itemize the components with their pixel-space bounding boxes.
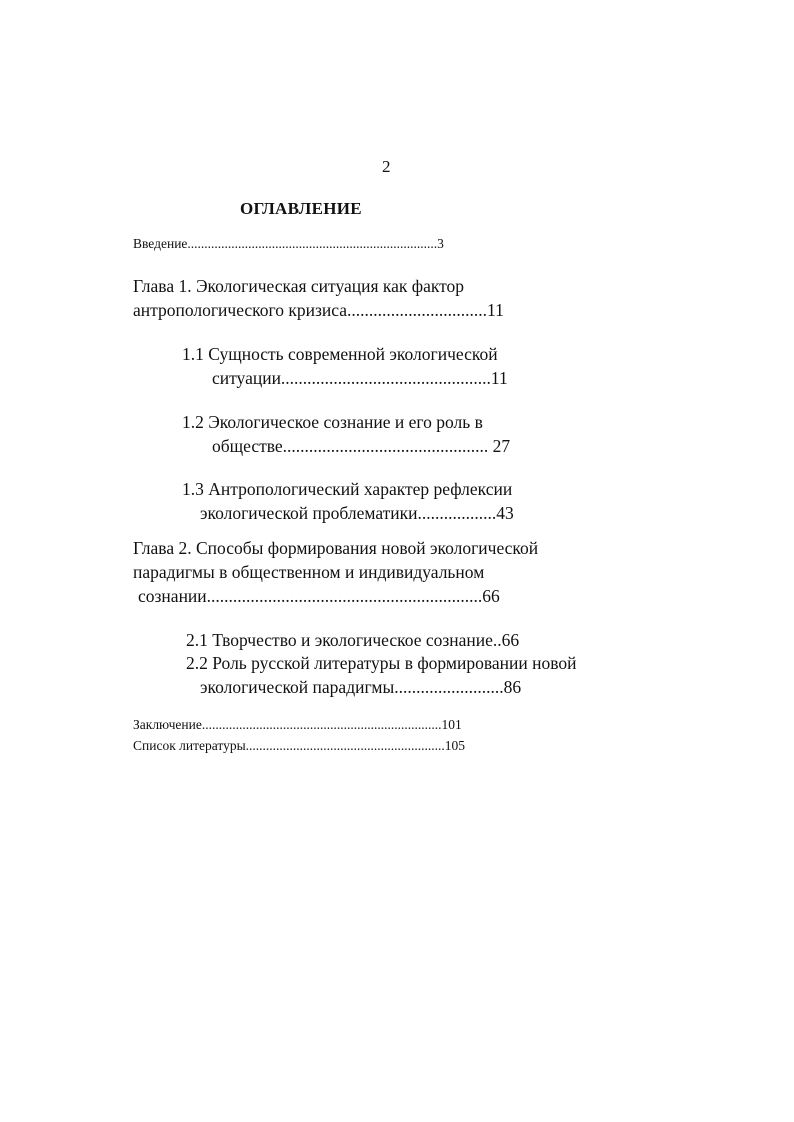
- toc-entry-chapter1-line2: антропологического кризиса................................11: [133, 300, 504, 320]
- toc-entry-bibliography: Список литературы...........................................................105: [133, 738, 466, 753]
- toc-entry-section2-1: 2.1 Творчество и экологическое сознание..66: [186, 630, 520, 650]
- toc-entry-chapter1-line1: Глава 1. Экологическая ситуация как фактор: [133, 276, 465, 296]
- toc-entry-section1-3-line2: экологической проблематики..................43: [200, 503, 514, 523]
- toc-entry-intro: Введение..........................................................................3: [133, 236, 444, 251]
- page-title: ОГЛАВЛЕНИЕ: [240, 199, 362, 218]
- toc-entry-section2-2-line1: 2.2 Роль русской литературы в формировании новой: [186, 653, 577, 673]
- toc-entry-conclusion: Заключение.......................................................................101: [133, 717, 462, 732]
- toc-entry-chapter2-line2: парадигмы в общественном и индивидуальном: [133, 562, 485, 582]
- toc-entry-section2-2-line2: экологической парадигмы.........................86: [200, 677, 522, 697]
- toc-entry-section1-3-line1: 1.3 Антропологический характер рефлексии: [182, 479, 513, 499]
- toc-entry-section1-1-line2: ситуации................................................11: [212, 368, 508, 388]
- page-number: 2: [382, 157, 391, 176]
- toc-entry-section1-2-line1: 1.2 Экологическое сознание и его роль в: [182, 412, 483, 432]
- toc-entry-chapter2-line1: Глава 2. Способы формирования новой экологической: [133, 538, 539, 558]
- toc-entry-chapter2-line3: сознании...............................................................66: [138, 586, 500, 606]
- toc-entry-section1-2-line2: обществе............................................... 27: [212, 436, 511, 456]
- toc-entry-section1-1-line1: 1.1 Сущность современной экологической: [182, 344, 498, 364]
